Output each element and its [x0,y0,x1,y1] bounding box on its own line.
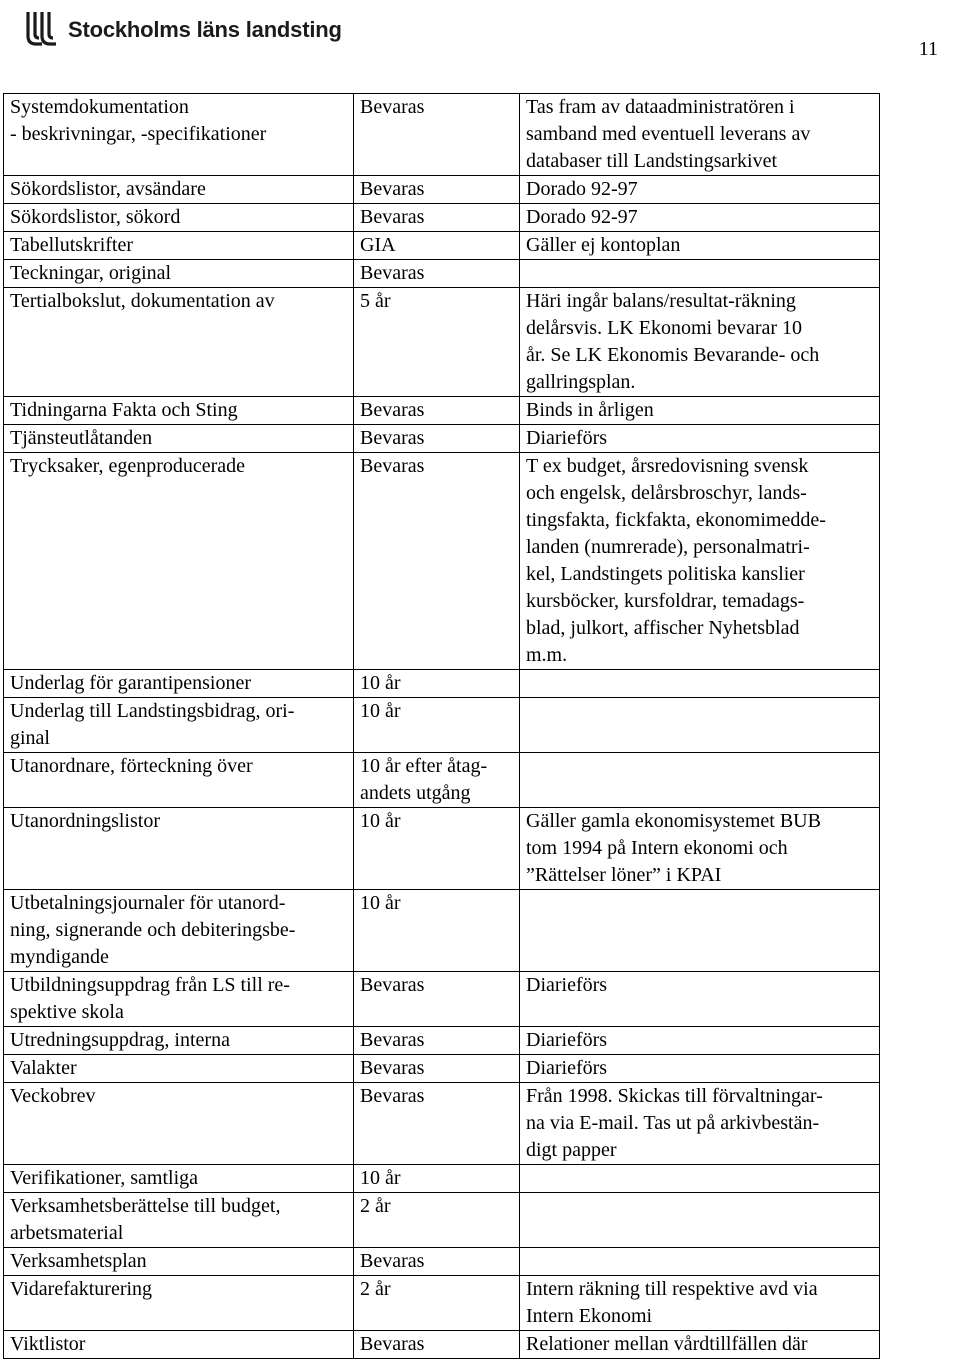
cell-line: 10 år [360,700,401,722]
cell-line: Valakter [10,1057,77,1079]
comment-cell [520,1165,880,1193]
document-type-cell [4,1027,354,1055]
table-row [4,397,880,425]
cell-line: Tertialbokslut, dokumentation av [10,290,275,312]
comment-cell [520,1248,880,1276]
comment-cell [520,397,880,425]
cell-line: Gäller ej kontoplan [526,234,681,256]
table-row [4,670,880,698]
cell-line: arbetsmaterial [10,1222,124,1244]
cell-line: Veckobrev [10,1085,96,1107]
comment-cell [520,94,880,176]
document-type-cell [4,1276,354,1331]
retention-cell [354,1083,520,1165]
table-row [4,1331,880,1359]
cell-line: spektive skola [10,1001,124,1023]
cell-line: m.m. [526,644,568,666]
cell-line: Diarieförs [526,974,608,996]
retention-cell [354,670,520,698]
document-type-cell [4,288,354,397]
comment-cell [520,808,880,890]
cell-line: databaser till Landstingsarkivet [526,150,778,172]
cell-line: Från 1998. Skickas till förvaltningar- [526,1085,823,1107]
cell-line: Bevaras [360,1085,425,1107]
comment-cell [520,972,880,1027]
cell-line: Utanordningslistor [10,810,160,832]
cell-line: Bevaras [360,262,425,284]
comment-cell [520,1083,880,1165]
comment-cell [520,260,880,288]
retention-cell [354,1165,520,1193]
cell-line: Utbetalningsjournaler för utanord- [10,892,286,914]
cell-line: Relationer mellan vårdtillfällen där [526,1333,808,1355]
document-type-cell [4,972,354,1027]
cell-line: 10 år [360,1167,401,1189]
retention-table [3,93,879,1359]
cell-line: andets utgång [360,782,471,804]
cell-line: tom 1994 på Intern ekonomi och [526,837,788,859]
cell-line: Utanordnare, förteckning över [10,755,253,777]
cell-line: ning, signerande och debiteringsbe- [10,919,296,941]
document-type-cell [4,698,354,753]
table-row [4,1027,880,1055]
cell-line: delårsvis. LK Ekonomi bevarar 10 [526,317,803,339]
cell-line: landen (numrerade), personalmatri- [526,536,810,558]
cell-line: 5 år [360,290,391,312]
retention-cell [354,260,520,288]
comment-cell [520,288,880,397]
cell-line: Gäller gamla ekonomisystemet BUB [526,810,821,832]
comment-cell [520,698,880,753]
cell-line: Bevaras [360,178,425,200]
table-row [4,425,880,453]
cell-line: Bevaras [360,974,425,996]
document-type-cell [4,260,354,288]
cell-line: Dorado 92-97 [526,178,638,200]
cell-line: Utbildningsuppdrag från LS till re- [10,974,290,996]
sll-logo-icon [20,10,60,50]
document-type-cell [4,1083,354,1165]
comment-cell [520,425,880,453]
cell-line: Diarieförs [526,427,608,449]
table-row [4,1276,880,1331]
cell-line: GIA [360,234,396,256]
cell-line: Sökordslistor, sökord [10,206,181,228]
cell-line: Bevaras [360,427,425,449]
cell-line: Bevaras [360,455,425,477]
retention-cell [354,808,520,890]
retention-cell [354,397,520,425]
page-number: 11 [918,38,938,60]
cell-line: Bevaras [360,1057,425,1079]
retention-cell [354,972,520,1027]
comment-cell [520,1331,880,1359]
document-type-cell [4,1193,354,1248]
comment-cell [520,1276,880,1331]
cell-line: kursböcker, kursfoldrar, temadags- [526,590,805,612]
cell-line: samband med eventuell leverans av [526,123,811,145]
cell-line: Verksamhetsplan [10,1250,147,1272]
comment-cell [520,1027,880,1055]
table-row [4,204,880,232]
cell-line: Underlag till Landstingsbidrag, ori- [10,700,295,722]
cell-line: Sökordslistor, avsändare [10,178,206,200]
cell-line: Tjänsteutlåtanden [10,427,153,449]
retention-cell [354,1276,520,1331]
table-row [4,94,880,176]
cell-line: Intern Ekonomi [526,1305,653,1327]
cell-line: blad, julkort, affischer Nyhetsblad [526,617,800,639]
retention-cell [354,176,520,204]
cell-line: - beskrivningar, -specifikationer [10,123,267,145]
cell-line: Bevaras [360,1029,425,1051]
cell-line: Viktlistor [10,1333,86,1355]
retention-cell [354,204,520,232]
retention-cell [354,753,520,808]
comment-cell [520,204,880,232]
cell-line: Verifikationer, samtliga [10,1167,199,1189]
retention-cell [354,1331,520,1359]
cell-line: T ex budget, årsredovisning svensk [526,455,809,477]
organization-name: Stockholms läns landsting [68,17,342,42]
cell-line: år. Se LK Ekonomis Bevarande- och [526,344,820,366]
retention-cell [354,890,520,972]
cell-line: Bevaras [360,399,425,421]
cell-line: Vidarefakturering [10,1278,153,1300]
retention-cell [354,453,520,670]
table-row [4,890,880,972]
cell-line: Systemdokumentation [10,96,189,118]
cell-line: Teckningar, original [10,262,172,284]
table-row [4,1248,880,1276]
cell-line: Tabellutskrifter [10,234,133,256]
cell-line: 2 år [360,1278,391,1300]
table-row [4,176,880,204]
cell-line: tingsfakta, fickfakta, ekonomimedde- [526,509,826,531]
cell-line: Dorado 92-97 [526,206,638,228]
document-type-cell [4,204,354,232]
cell-line: ”Rättelser löner” i KPAI [526,864,722,886]
cell-line: Häri ingår balans/resultat-räkning [526,290,796,312]
document-type-cell [4,890,354,972]
retention-cell [354,288,520,397]
table-row [4,1165,880,1193]
retention-cell [354,698,520,753]
cell-line: Bevaras [360,96,425,118]
retention-cell [354,425,520,453]
comment-cell [520,1055,880,1083]
cell-line: 2 år [360,1195,391,1217]
cell-line: Binds in årligen [526,399,654,421]
document-type-cell [4,397,354,425]
table-row [4,698,880,753]
cell-line: Trycksaker, egenproducerade [10,455,246,477]
document-type-cell [4,176,354,204]
document-type-cell [4,1165,354,1193]
cell-line: digt papper [526,1139,617,1161]
document-type-cell [4,232,354,260]
comment-cell [520,1193,880,1248]
cell-line: 10 år [360,892,401,914]
cell-line: Tidningarna Fakta och Sting [10,399,238,421]
comment-cell [520,176,880,204]
document-type-cell [4,808,354,890]
comment-cell [520,670,880,698]
table-row [4,753,880,808]
cell-line: Tas fram av dataadministratören i [526,96,795,118]
table-row [4,1083,880,1165]
table-row [4,1055,880,1083]
document-type-cell [4,425,354,453]
cell-line: och engelsk, delårsbroschyr, lands- [526,482,807,504]
cell-line: Utredningsuppdrag, interna [10,1029,230,1051]
cell-line: Diarieförs [526,1057,608,1079]
cell-line: kel, Landstingets politiska kanslier [526,563,805,585]
table-row [4,453,880,670]
cell-line: 10 år [360,810,401,832]
document-type-cell [4,453,354,670]
table-row [4,232,880,260]
table-row [4,260,880,288]
retention-cell [354,1055,520,1083]
retention-cell [354,1248,520,1276]
cell-line: Intern räkning till respektive avd via [526,1278,818,1300]
comment-cell [520,890,880,972]
comment-cell [520,232,880,260]
retention-cell [354,232,520,260]
cell-line: Bevaras [360,1333,425,1355]
table-row [4,288,880,397]
cell-line: Bevaras [360,206,425,228]
document-type-cell [4,753,354,808]
table-row [4,1193,880,1248]
cell-line: Bevaras [360,1250,425,1272]
document-type-cell [4,1055,354,1083]
retention-cell [354,94,520,176]
retention-cell [354,1193,520,1248]
cell-line: 10 år [360,672,401,694]
table-row [4,972,880,1027]
table-row [4,808,880,890]
retention-table-body [4,94,880,1359]
cell-line: Verksamhetsberättelse till budget, [10,1195,281,1217]
comment-cell [520,753,880,808]
cell-line: Underlag för garantipensioner [10,672,252,694]
comment-cell [520,453,880,670]
cell-line: ginal [10,727,50,749]
retention-cell [354,1027,520,1055]
document-type-cell [4,94,354,176]
document-type-cell [4,1331,354,1359]
cell-line: myndigande [10,946,109,968]
document-type-cell [4,670,354,698]
cell-line: na via E-mail. Tas ut på arkivbestän- [526,1112,820,1134]
page-header [20,8,342,52]
document-type-cell [4,1248,354,1276]
cell-line: Diarieförs [526,1029,608,1051]
cell-line: gallringsplan. [526,371,636,393]
cell-line: 10 år efter åtag- [360,755,488,777]
